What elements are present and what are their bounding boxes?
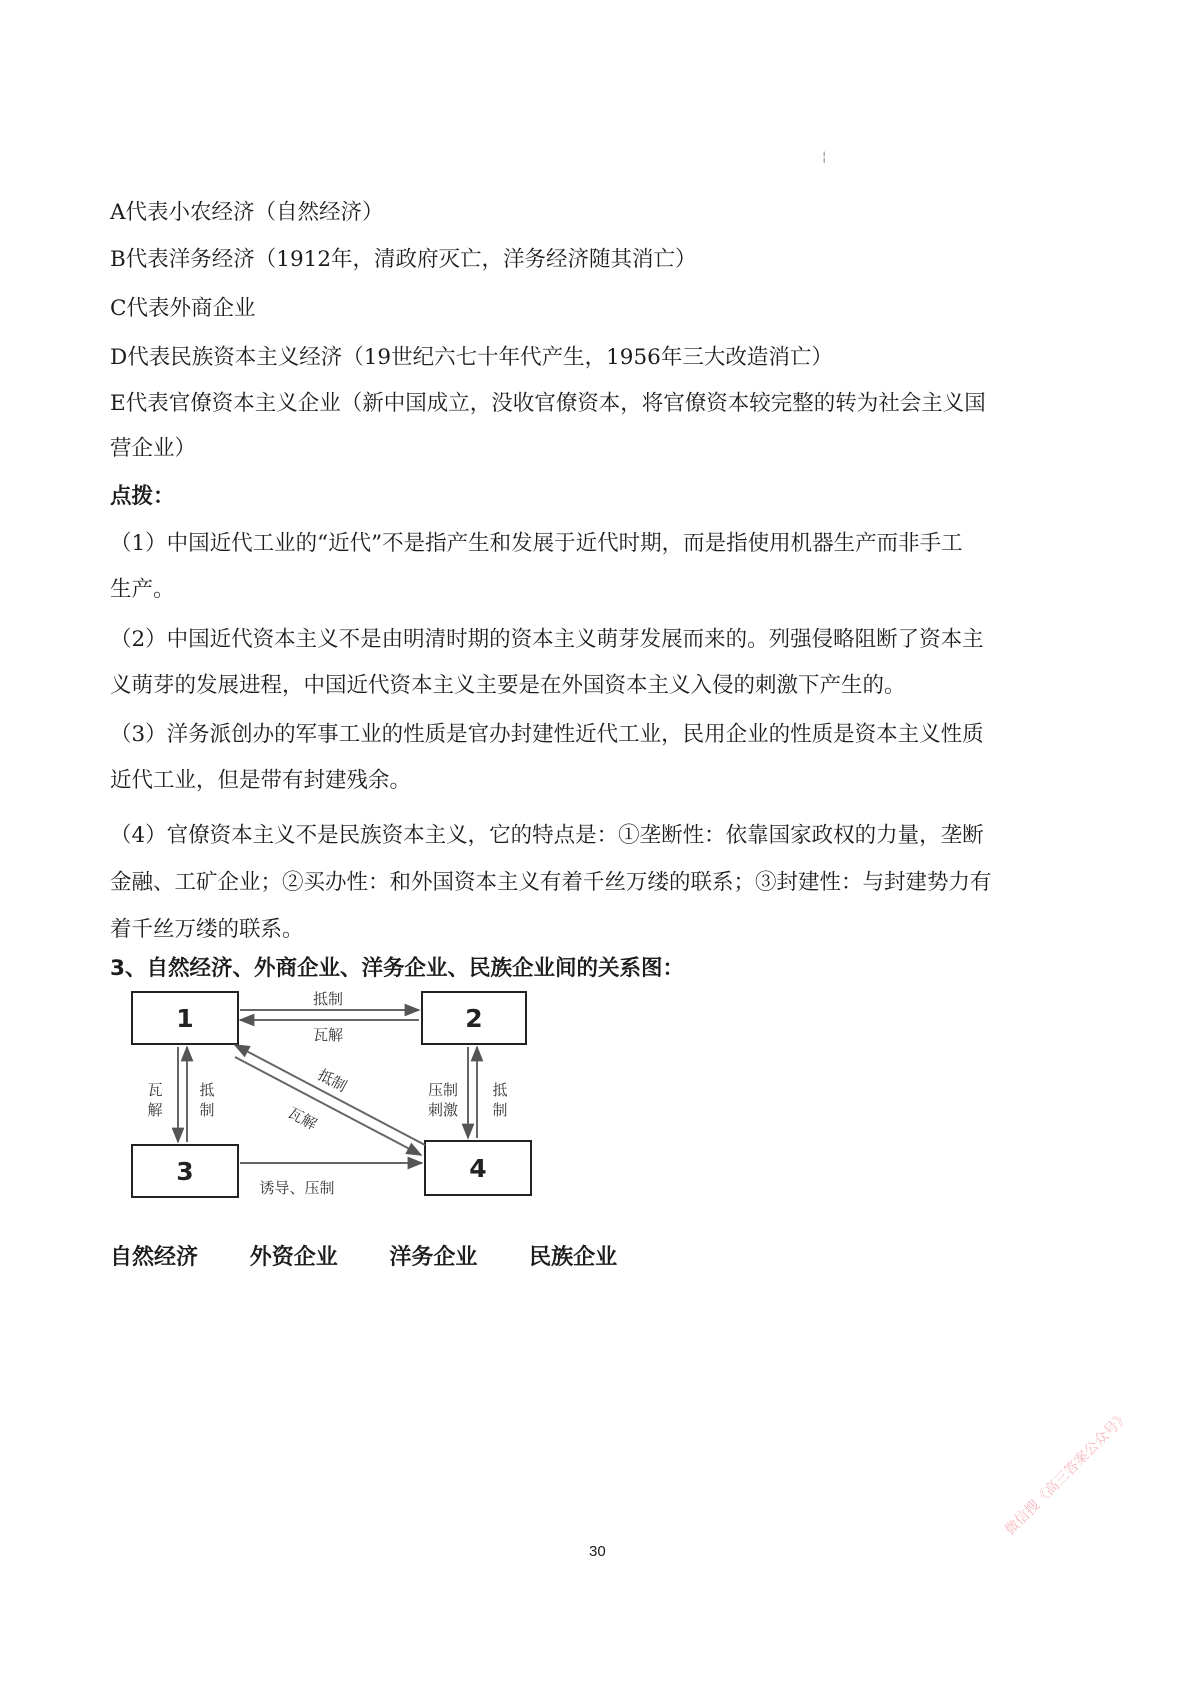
box-4-label: 4 <box>469 1154 487 1183</box>
legend-item-4: 民族企业 <box>529 1245 618 1270</box>
label-left-a1: 瓦 <box>147 1081 163 1099</box>
section-3-heading: 3、自然经济、外商企业、洋务企业、民族企业间的关系图： <box>110 956 684 981</box>
label-top-upper: 抵制 <box>312 990 344 1008</box>
label-left-b1: 抵 <box>199 1081 215 1099</box>
legend-item-2: 外资企业 <box>249 1245 338 1270</box>
dianbo-point-1-line1: （1）中国近代工业的“近代”不是指产生和发展于近代时期，而是指使用机器生产而非手工 <box>110 531 963 556</box>
item-e-line1: E代表官僚资本主义企业（新中国成立，没收官僚资本，将官僚资本较完整的转为社会主义国 <box>110 391 986 416</box>
item-c: C代表外商企业 <box>110 296 256 321</box>
dianbo-point-2-line1: （2）中国近代资本主义不是由明清时期的资本主义萌芽发展而来的。列强侵略阻断了资本主 <box>110 627 984 652</box>
dianbo-point-2-line2: 义萌芽的发展进程，中国近代资本主义主要是在外国资本主义入侵的刺激下产生的。 <box>110 673 906 698</box>
box-2-label: 2 <box>465 1004 483 1033</box>
legend-item-3: 洋务企业 <box>389 1245 478 1270</box>
arrow-4-to-1 <box>235 1045 425 1145</box>
watermark: 微信搜《高三答案公众号》 <box>1002 1408 1133 1539</box>
box-1-label: 1 <box>176 1004 194 1033</box>
item-e-line2: 营企业） <box>110 436 197 461</box>
label-right-b1: 抵 <box>492 1081 508 1099</box>
dianbo-point-3-line1: （3）洋务派创办的军事工业的性质是官办封建性近代工业，民用企业的性质是资本主义性质 <box>110 722 984 747</box>
label-diag-upper: 抵制 <box>314 1065 350 1096</box>
margin-tick-mark: ¦ <box>822 150 827 165</box>
label-diag-lower: 瓦解 <box>284 1103 320 1134</box>
diagram-legend <box>110 1240 661 1271</box>
label-bottom: 诱导、压制 <box>259 1179 335 1197</box>
item-a: A代表小农经济（自然经济） <box>110 200 384 225</box>
label-left-b2: 制 <box>199 1101 215 1119</box>
box-3-label: 3 <box>176 1157 194 1186</box>
label-right-a1: 压制 <box>427 1081 459 1099</box>
item-b: B代表洋务经济（1912年，清政府灭亡，洋务经济随其消亡） <box>110 247 697 272</box>
page-number: 30 <box>589 1543 606 1560</box>
dianbo-point-3-line2: 近代工业，但是带有封建残余。 <box>110 768 412 793</box>
relationship-diagram <box>125 985 555 1215</box>
dianbo-point-4-line3: 着千丝万缕的联系。 <box>110 917 304 942</box>
label-top-lower: 瓦解 <box>312 1026 344 1044</box>
dianbo-point-4-line2: 金融、工矿企业；②买办性：和外国资本主义有着千丝万缕的联系；③封建性：与封建势力有 <box>110 870 992 895</box>
label-right-b2: 制 <box>492 1101 508 1119</box>
dianbo-heading: 点拨： <box>110 484 175 509</box>
dianbo-point-4-line1: （4）官僚资本主义不是民族资本主义，它的特点是：①垄断性：依靠国家政权的力量，垄断 <box>110 823 984 848</box>
label-right-a2: 刺激 <box>427 1101 459 1119</box>
item-d: D代表民族资本主义经济（19世纪六七十年代产生，1956年三大改造消亡） <box>110 345 833 370</box>
label-left-a2: 解 <box>147 1101 163 1119</box>
dianbo-point-1-line2: 生产。 <box>110 577 175 602</box>
legend-item-1: 自然经济 <box>110 1245 199 1270</box>
